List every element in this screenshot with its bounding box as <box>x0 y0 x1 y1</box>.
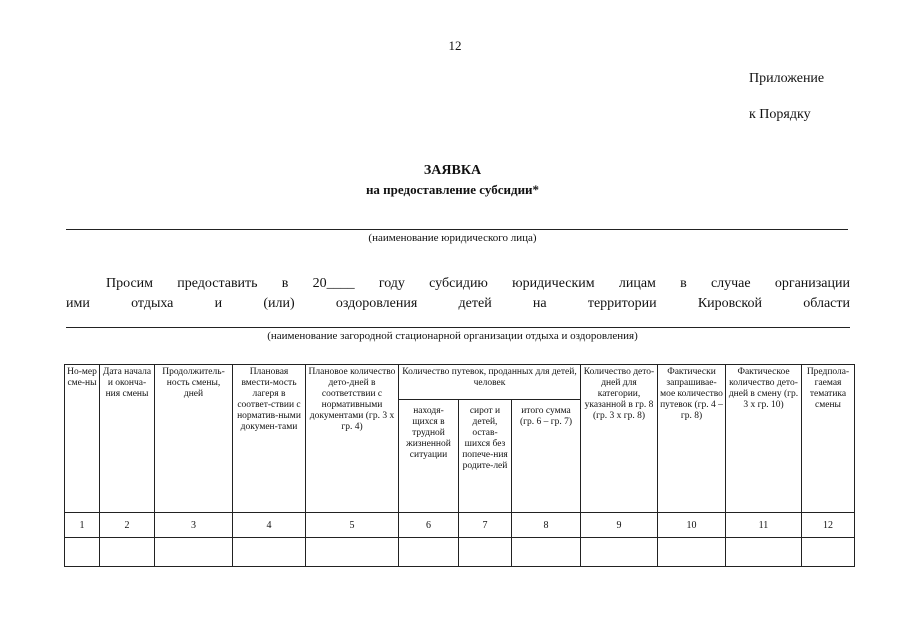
header-requested-vouchers: Фактически запрашивае-мое количество путевок (гр. 4 – гр. 8) <box>658 365 726 513</box>
column-number: 3 <box>155 513 233 538</box>
header-planned-capacity: Плановая вмести-мость лагеря в соответ-ствии с норматив-ными докумен-тами <box>233 365 306 513</box>
table-cell <box>399 538 459 567</box>
column-number: 9 <box>581 513 658 538</box>
appendix-label: Приложение <box>749 71 825 86</box>
header-category-child-days: Количество дето-дней для категории, указанной в гр. 8 (гр. 3 х гр. 8) <box>581 365 658 513</box>
application-table <box>64 364 855 567</box>
header-vouchers-sold-group: Количество путевок, проданных для детей, человек <box>399 365 581 400</box>
legal-entity-line <box>66 229 848 230</box>
table-cell <box>65 538 100 567</box>
request-paragraph-line1: Просим предоставить в 20____ году субсидию юридическим лицам в случае организации <box>106 276 850 291</box>
column-number: 7 <box>459 513 512 538</box>
column-number: 6 <box>399 513 459 538</box>
table-cell <box>726 538 802 567</box>
table-cell <box>306 538 399 567</box>
header-shift-number: Но-мер сме-ны <box>65 365 100 513</box>
header-planned-child-days: Плановое количество дето-дней в соответствии с нормативными документами (гр. 3 х гр. 4) <box>306 365 399 513</box>
column-number: 5 <box>306 513 399 538</box>
legal-entity-caption: (наименование юридического лица) <box>368 232 537 244</box>
appendix-reference: к Порядку <box>749 107 811 122</box>
page-number: 12 <box>448 38 462 53</box>
header-difficult-situation: находя-щихся в трудной жизненной ситуации <box>399 400 459 513</box>
header-actual-child-days: Фактическое количество дето-дней в смену (гр. 3 х гр. 10) <box>726 365 802 513</box>
table-cell <box>233 538 306 567</box>
column-number: 12 <box>802 513 855 538</box>
document-title: ЗАЯВКА <box>423 163 482 178</box>
header-shift-dates: Дата начала и оконча-ния смены <box>100 365 155 513</box>
table-cell <box>155 538 233 567</box>
header-shift-theme: Предпола-гаемая тематика смены <box>802 365 855 513</box>
column-number: 10 <box>658 513 726 538</box>
header-shift-duration: Продолжитель-ность смены, дней <box>155 365 233 513</box>
organization-caption: (наименование загородной стационарной организации отдыха и оздоровления) <box>267 330 638 342</box>
table-cell <box>459 538 512 567</box>
column-number: 2 <box>100 513 155 538</box>
table-cell <box>658 538 726 567</box>
column-number: 1 <box>65 513 100 538</box>
table-cell <box>100 538 155 567</box>
table-cell <box>581 538 658 567</box>
header-total-sum: итого сумма (гр. 6 – гр. 7) <box>512 400 581 513</box>
column-number: 11 <box>726 513 802 538</box>
header-orphans: сирот и детей, остав-шихся без попече-ния родите-лей <box>459 400 512 513</box>
column-number: 8 <box>512 513 581 538</box>
table-cell <box>512 538 581 567</box>
table-cell <box>802 538 855 567</box>
request-paragraph-line2: ими отдыха и (или) оздоровления детей на территории Кировской области <box>66 296 850 311</box>
column-number: 4 <box>233 513 306 538</box>
empty-data-row <box>65 538 855 567</box>
document-subtitle: на предоставление субсидии* <box>365 182 540 197</box>
organization-line <box>66 327 850 328</box>
